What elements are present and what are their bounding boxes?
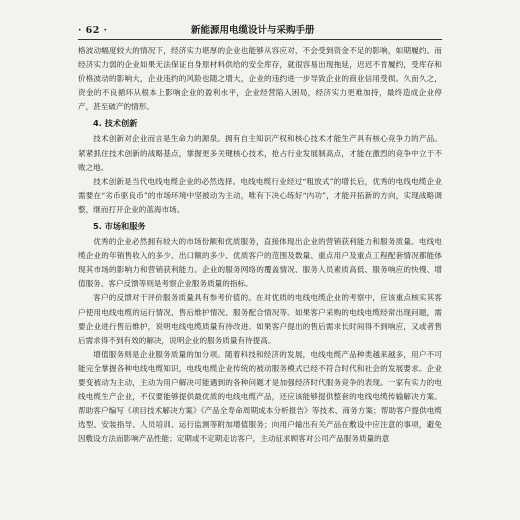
paragraph-5: 客户的反馈对于评价服务质量具有参考价值的。在对优质的电线电缆企业的考察中，应该重点核实其客户使用电线电缆的运行情况、售后维护情况、服务配合情况等。如果客户采购的电线电缆经常出现问题，需要企业进行售后维护，说明电线电缆质量有待改进。如果客户提出的售后需求长时间得不到响应，又或者售后需求得不到有效的解决，说明企业的服务质量有待提高。 (78, 293, 442, 345)
paragraph-3: 技术创新是当代电线电缆企业的必然选择。电线电缆行业经过“粗放式”的增长后，优秀的电线电缆企业需要在“劣币驱良币”的市场环境中坚被动为主动，唯有下决心练好“内功”，才能开拓新的方向，实现战略调整，继而打开企业的蓝海市场。 (78, 176, 442, 214)
page-number: · 62 · (78, 25, 108, 36)
book-page (78, 22, 442, 512)
book-title: 新能源用电缆设计与采购手册 (190, 25, 315, 36)
paragraph-4: 优秀的企业必然拥有较大的市场份额和优质服务，直接体现出企业的营销获利能力和服务质量。电线电缆企业的年销售收入的多少、出口额的多少、优质客户的范围及数量、重点用户及重点工程配套情况都能体现其市场的影响力和营销获利能力。企业的服务网络的覆盖情况、服务人员素质高低、服务响应的快慢、增值服务、客户反馈等则是考察企业服务质量的指标。 (78, 237, 442, 289)
paragraph-6: 增值服务则是企业服务质量的加分项。随着科技和经济的发展，电线电缆产品种类越来越多，用户不可能完全掌握各种电线电缆知识，电线电缆企业传统的被动服务模式已经不符合时代和社会的发展要求。企业要变被动为主动，主动为用户解决可能遇到的各种问题才是加强经济时代服务竞争的表现。一家有实力的电线电缆生产企业，不仅要能够提供最优质的电线电缆产品，还应该能够提供整套的电线电缆传输解决方案。帮助客户编写《项目技术解决方案》《产品全寿命周期成本分析报告》等技术、商务方案；帮助客户提供电缆选型、安装指导、人员培训、运行监测等附加增值服务；向用户输出有关产品在敷设中应注意的事项，避免因敷设方法而影响产品性能；定期或不定期走访客户，主动征求顾客对公司产品服务质量的意 (78, 349, 442, 444)
running-header (78, 22, 442, 40)
paragraph-2: 技术创新对企业而言是生命力的源泉。拥有自主知识产权和核心技术才能生产具有核心竞争力的产品。紧紧抓住技术创新的战略基点，掌握更多关键核心技术，抢占行业发展制高点，才能在激烈的竞争中立于不败之地。 (78, 134, 442, 172)
section-heading-market-service: 5. 市场和服务 (93, 221, 146, 232)
section-heading-technology-innovation: 4. 技术创新 (93, 118, 138, 129)
paragraph-1: 格波动幅度较大的情况下，经济实力堪厚的企业也能够从容应对，不会受到资金不足的影响，如期履约。而经济实力弱的企业如果无法保证自身原材料供给的安全库存，就很容易出现拖延，迟迟不肯履约，受库存和价格波动的影响大，企业违约的风险也随之增大，企业的违约进一步导致企业的商业信用受损。久而久之，资金的不良循环从根本上影响企业的盈利水平，企业经营陷入困局，经济实力更难加持，最终造成企业停产，甚至破产的情形。 (78, 46, 442, 112)
